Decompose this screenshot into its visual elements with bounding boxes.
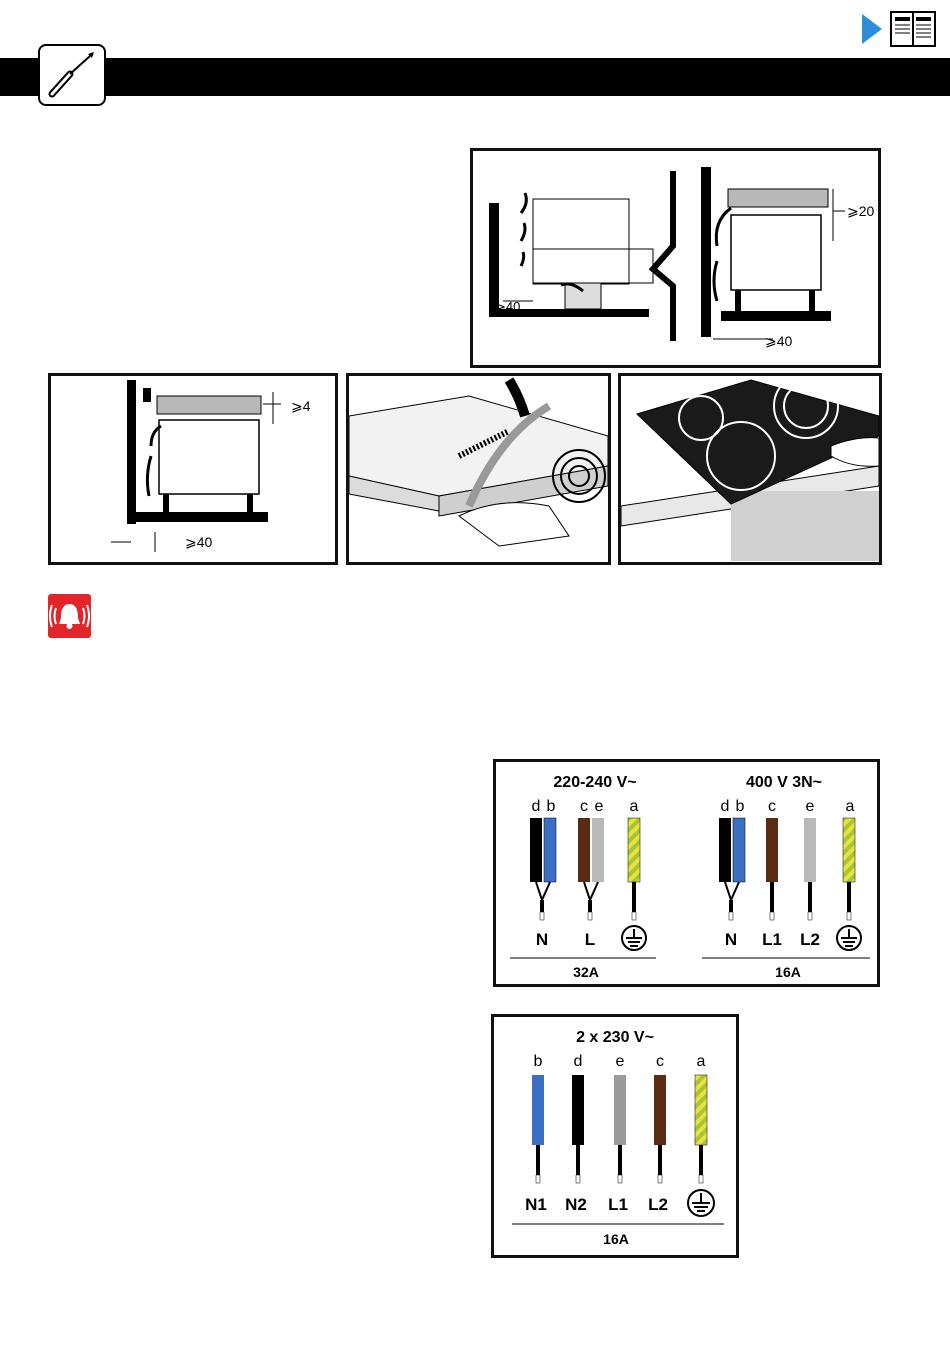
dim-bottom-label: ⩾40 xyxy=(185,534,213,550)
wire-black xyxy=(530,818,542,882)
wire-green-yellow xyxy=(628,818,640,882)
wire-letter: d xyxy=(531,798,541,815)
terminal-label: L1 xyxy=(762,930,782,949)
wire-letter: a xyxy=(629,798,639,815)
wire-letter: b xyxy=(546,798,556,815)
dim-top-label: ⩾20 xyxy=(847,203,875,219)
wire-grey xyxy=(592,818,604,882)
clearance-diagram-figure xyxy=(48,373,338,565)
wire-letter: b xyxy=(735,798,745,815)
section-header-bar xyxy=(0,58,950,96)
wire-brown xyxy=(654,1075,666,1145)
wire-letter: c xyxy=(580,798,588,815)
manual-book-icon[interactable] xyxy=(890,11,936,47)
screwdriver-icon xyxy=(38,44,106,106)
wire-letter: e xyxy=(594,798,604,815)
terminal-label: L xyxy=(584,930,596,949)
wire-letter: e xyxy=(805,798,815,815)
wiring-diagram-two-phase xyxy=(491,1014,739,1258)
wire-letter: c xyxy=(768,798,776,815)
amperage-label: 32A xyxy=(573,964,599,980)
wire-grey xyxy=(614,1075,626,1145)
wire-letter: b xyxy=(533,1053,543,1070)
terminal-label: L1 xyxy=(608,1195,628,1214)
ground-icon xyxy=(837,926,861,950)
wire-blue xyxy=(532,1075,544,1145)
ground-icon xyxy=(622,926,646,950)
terminal-label: N1 xyxy=(525,1195,547,1214)
wire-brown xyxy=(578,818,590,882)
wire-brown xyxy=(766,818,778,882)
wire-letter: d xyxy=(720,798,730,815)
terminal-label: L2 xyxy=(800,930,820,949)
wire-letter: d xyxy=(573,1053,583,1070)
terminal-label: N xyxy=(535,930,549,949)
wire-black xyxy=(572,1075,584,1145)
terminal-label: N2 xyxy=(565,1195,587,1214)
ground-icon xyxy=(688,1190,714,1216)
dim-bottom-label: ⩾40 xyxy=(765,333,793,349)
wire-blue xyxy=(733,818,745,882)
ventilation-diagram-figure xyxy=(470,148,881,368)
wiring-title-three-phase: 400 V 3N~ xyxy=(745,774,823,791)
wire-grey xyxy=(804,818,816,882)
wire-green-yellow xyxy=(843,818,855,882)
alarm-bell-icon xyxy=(48,594,91,638)
amperage-label: 16A xyxy=(775,964,801,980)
dim-gap-label: ⩾40 xyxy=(495,299,521,314)
wire-letter: a xyxy=(696,1053,706,1070)
dim-top-label: ⩾4 xyxy=(291,398,311,414)
wire-blue xyxy=(544,818,556,882)
wiring-title-two-phase: 2 x 230 V~ xyxy=(576,1029,654,1046)
wiring-diagram-single-and-three-phase xyxy=(493,759,880,987)
amperage-label: 16A xyxy=(603,1231,629,1247)
seal-installation-figure xyxy=(346,373,611,565)
wiring-title-single-phase: 220-240 V~ xyxy=(553,774,637,791)
wire-letter: c xyxy=(656,1053,664,1070)
wire-letter: e xyxy=(615,1053,625,1070)
wire-letter: a xyxy=(845,798,855,815)
wire-green-yellow xyxy=(695,1075,707,1145)
terminal-label: L2 xyxy=(648,1195,668,1214)
hob-placement-figure xyxy=(618,373,882,565)
terminal-label: N xyxy=(724,930,738,949)
wire-black xyxy=(719,818,731,882)
next-page-arrow-icon[interactable] xyxy=(862,14,882,44)
